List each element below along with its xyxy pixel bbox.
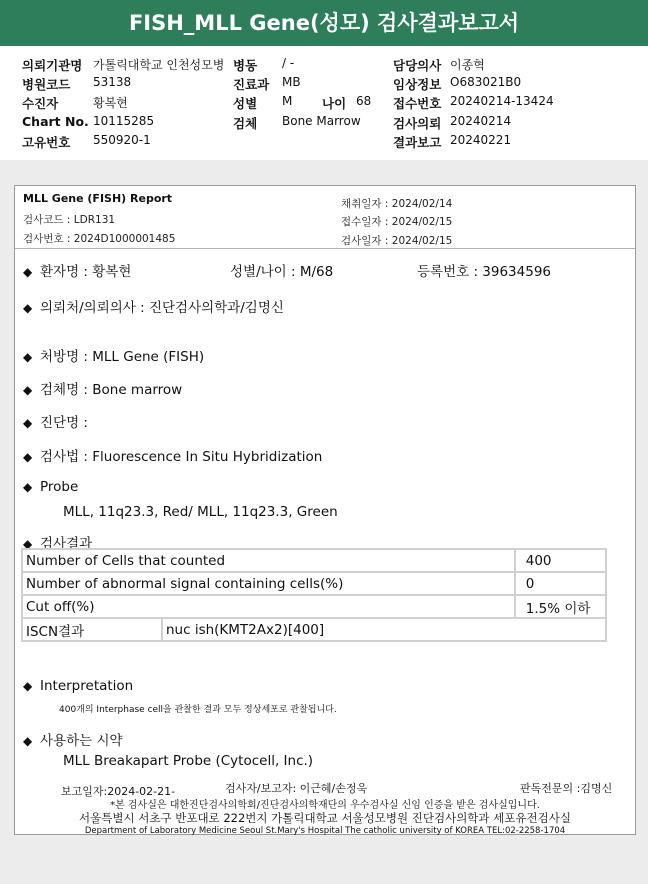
age-value: 68 bbox=[356, 94, 372, 108]
interpretation-text: 400개의 Interphase cell을 관찰한 결과 모두 정상세포로 관찰됩니다. bbox=[59, 705, 337, 715]
doctor-label: 담당의사 bbox=[393, 58, 442, 73]
dept-label: 진료과 bbox=[233, 77, 270, 92]
test-code: 검사코드 : LDR131 bbox=[23, 214, 116, 226]
specialist: 판독전문의 :김명신 bbox=[520, 782, 613, 795]
table-row bbox=[22, 572, 606, 595]
specimen-value: Bone Marrow bbox=[282, 114, 361, 128]
sex-value: M bbox=[282, 94, 293, 108]
test-date: 검사일자 : 2024/02/15 bbox=[341, 235, 453, 247]
patient-value: 황복현 bbox=[93, 96, 128, 110]
examiner: 검사자/보고자: 이근혜/손정욱 bbox=[225, 782, 368, 795]
receipt-value: 20240214-13424 bbox=[450, 94, 554, 108]
patient-header bbox=[0, 50, 648, 155]
request-label: 검사의뢰 bbox=[393, 116, 442, 131]
request-value: 20240214 bbox=[450, 114, 512, 128]
specimen-line: ◆ 검체명 : Bone marrow bbox=[23, 382, 183, 398]
method-line: ◆ 검사법 : Fluorescence In Situ Hybridization bbox=[23, 449, 323, 465]
iscn-value-cell: nuc ish(KMT2Ax2)[400] bbox=[162, 618, 606, 641]
collect-date: 채취일자 : 2024/02/14 bbox=[341, 198, 453, 210]
diamond-bullet-icon: ◆ bbox=[23, 383, 33, 397]
test-number: 검사번호 : 2024D1000001485 bbox=[23, 233, 176, 245]
table-row bbox=[22, 618, 606, 641]
receipt-label: 접수번호 bbox=[393, 96, 442, 111]
patient-label: 수진자 bbox=[22, 96, 59, 111]
ward-value: / - bbox=[282, 56, 295, 70]
institution-value: 가톨릭대학교 인천성모병 bbox=[93, 58, 225, 72]
probe-value: MLL, 11q23.3, Red/ MLL, 11q23.3, Green bbox=[63, 504, 338, 520]
iscn-label-cell: ISCN결과 bbox=[22, 618, 162, 641]
age-label: 나이 bbox=[322, 96, 347, 111]
diamond-bullet-icon: ◆ bbox=[23, 450, 33, 464]
lab-address: 서울특별시 서초구 반포대로 222번지 가톨릭대학교 서울성모병원 진단검사의학과 세포유전검사실 bbox=[79, 811, 571, 825]
diamond-bullet-icon: ◆ bbox=[23, 301, 33, 315]
result-value-cell: 0 bbox=[515, 572, 606, 595]
diamond-bullet-icon: ◆ bbox=[23, 265, 33, 279]
result-label-cell: Cut off(%) bbox=[22, 595, 515, 618]
clinical-value: O683021B0 bbox=[450, 75, 522, 89]
diamond-bullet-icon: ◆ bbox=[23, 537, 33, 551]
hospital-code-label: 병원코드 bbox=[22, 77, 71, 92]
result-value-cell: 400 bbox=[515, 549, 606, 572]
department-english: Department of Laboratory Medicine Seoul St.Mary's Hospital The catholic university of KOREA TEL:02-2258-1704 bbox=[84, 826, 566, 836]
result-date-label: 결과보고 bbox=[393, 135, 442, 150]
diamond-bullet-icon: ◆ bbox=[23, 480, 33, 494]
ward-label: 병동 bbox=[233, 58, 258, 73]
patient-name-line: ◆ 환자명 : 황복현 bbox=[23, 264, 132, 280]
result-value-cell: 1.5% 이하 bbox=[515, 595, 606, 618]
prescription-line: ◆ 처방명 : MLL Gene (FISH) bbox=[23, 349, 205, 365]
unique-label: 고유번호 bbox=[22, 135, 71, 150]
diamond-bullet-icon: ◆ bbox=[23, 679, 33, 693]
certification-note: *본 검사실은 대한진단검사의학회/진단검사의학재단의 우수검사실 신임 인증을 받은 검사실입니다. bbox=[110, 800, 540, 811]
dept-value: MB bbox=[282, 75, 301, 89]
result-date-value: 20240221 bbox=[450, 133, 512, 147]
doctor-value: 이종혁 bbox=[450, 58, 485, 72]
report-name: MLL Gene (FISH) Report bbox=[23, 192, 173, 205]
chart-value: 10115285 bbox=[93, 114, 155, 128]
diamond-bullet-icon: ◆ bbox=[23, 416, 33, 430]
result-label-cell: Number of abnormal signal containing cells(%) bbox=[22, 572, 515, 595]
table-row bbox=[22, 549, 606, 572]
diamond-bullet-icon: ◆ bbox=[23, 350, 33, 364]
fish-report bbox=[14, 185, 636, 835]
reagent-value: MLL Breakapart Probe (Cytocell, Inc.) bbox=[63, 753, 314, 769]
sex-label: 성별 bbox=[233, 96, 258, 111]
probe-heading: ◆ Probe bbox=[23, 479, 79, 495]
sex-age: 성별/나이 : M/68 bbox=[230, 264, 334, 280]
report-title: FISH_MLL Gene(성모) 검사결과보고서 bbox=[0, 0, 648, 46]
clinical-label: 임상정보 bbox=[393, 77, 442, 92]
hospital-code-value: 53138 bbox=[93, 75, 132, 89]
referrer-line: ◆ 의뢰처/의뢰의사 : 진단검사의학과/김명신 bbox=[23, 300, 284, 316]
interpretation-heading: ◆ Interpretation bbox=[23, 678, 134, 694]
report-date: 보고일자:2024-02-21- bbox=[61, 785, 176, 798]
diagnosis-line: ◆ 진단명 : bbox=[23, 415, 88, 431]
reagent-heading: ◆ 사용하는 시약 bbox=[23, 733, 123, 749]
result-table bbox=[21, 548, 607, 642]
chart-label: Chart No. bbox=[22, 114, 89, 129]
result-label-cell: Number of Cells that counted bbox=[22, 549, 515, 572]
diamond-bullet-icon: ◆ bbox=[23, 734, 33, 748]
unique-value: 550920-1 bbox=[93, 133, 151, 147]
institution-label: 의뢰기관명 bbox=[22, 58, 83, 73]
registration-number: 등록번호 : 39634596 bbox=[417, 264, 552, 280]
report-header bbox=[15, 186, 635, 249]
result-heading: ◆ 검사결과 bbox=[23, 536, 93, 552]
receive-date: 접수일자 : 2024/02/15 bbox=[341, 216, 453, 228]
table-row bbox=[22, 595, 606, 618]
specimen-label: 검체 bbox=[233, 116, 258, 131]
